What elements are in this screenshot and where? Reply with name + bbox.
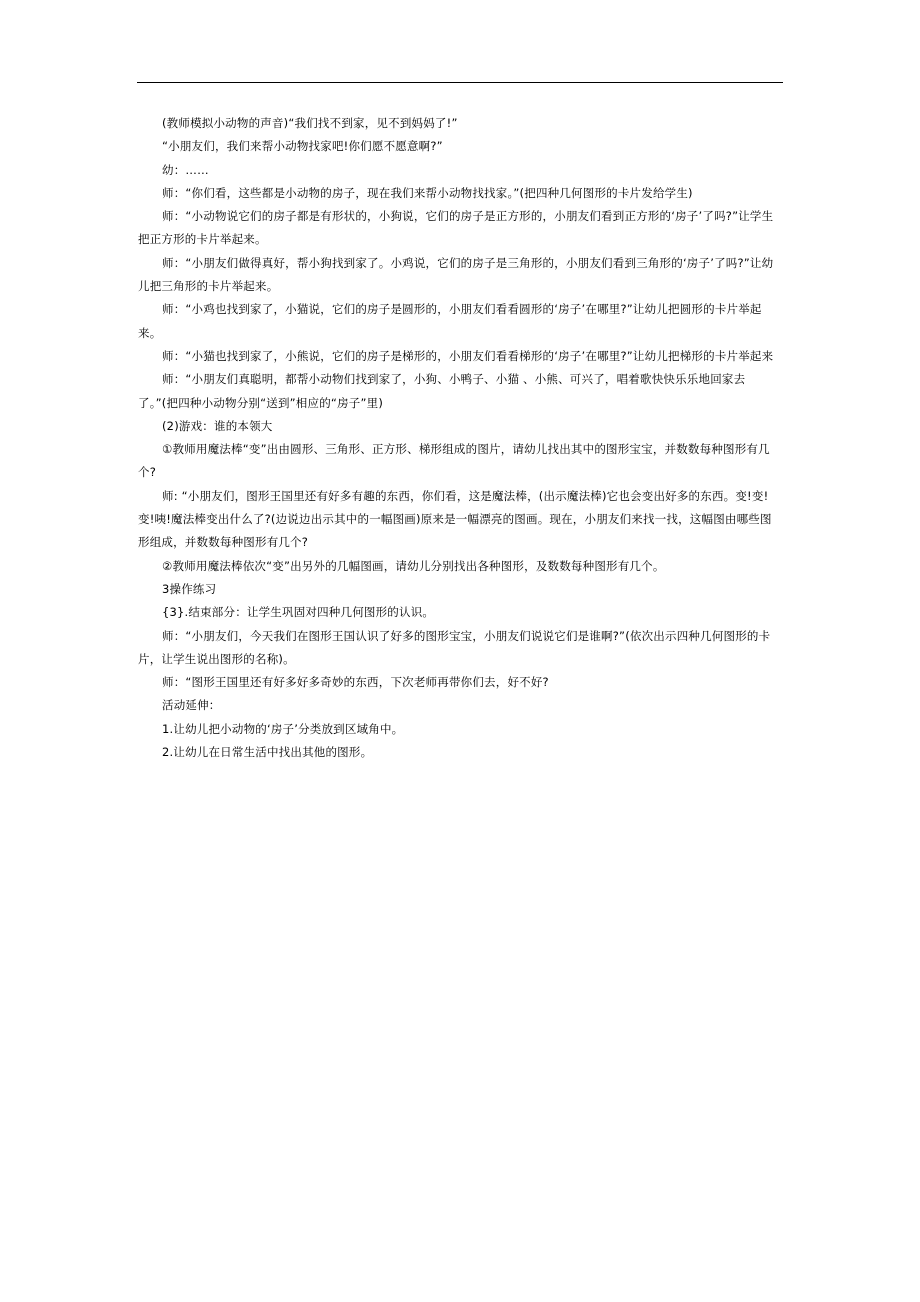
paragraph: 师：“小动物说它们的房子都是有形状的，小狗说，它们的房子是正方形的，小朋友们看到正方形的‘房子’了吗?”让学生把正方形的卡片举起来。 (138, 209, 774, 247)
paragraph: 师：“小猫也找到家了，小熊说，它们的房子是梯形的，小朋友们看看梯形的‘房子’在哪里?”让幼儿把梯形的卡片举起来 (162, 348, 774, 363)
paragraph: 师：“你们看，这些都是小动物的房子，现在我们来帮小动物找找家。”(把四种几何图形的卡片发给学生) (162, 185, 693, 200)
section-heading: 活动延伸： (162, 698, 221, 713)
list-item: 2.让幼儿在日常生活中找出其他的图形。 (162, 745, 373, 760)
section-heading: {3}.结束部分：让学生巩固对四种几何图形的认识。 (162, 605, 435, 620)
paragraph: ②教师用魔法棒依次“变”出另外的几幅图画，请幼儿分别找出各种图形，及数数每种图形有几个。 (162, 558, 665, 573)
paragraph: ①教师用魔法棒“变”出由圆形、三角形、正方形、梯形组成的图片，请幼儿找出其中的图形宝宝，并数数每种图形有几个? (138, 442, 770, 480)
paragraph: 师：“小朋友们，今天我们在图形王国认识了好多的图形宝宝，小朋友们说说它们是谁啊?”(依次出示四种几何图形的卡片，让学生说出图形的名称)。 (138, 628, 771, 666)
paragraph: 师：“图形王国里还有好多好多奇妙的东西，下次老师再带你们去，好不好? (162, 675, 549, 690)
section-heading: 3操作练习 (162, 581, 217, 596)
paragraph: 师：“小鸡也找到家了，小猫说，它们的房子是圆形的，小朋友们看看圆形的‘房子’在哪里?”让幼儿把圆形的卡片举起来。 (138, 302, 762, 340)
document-body (138, 112, 783, 764)
paragraph: 师: “小朋友们，图形王国里还有好多有趣的东西，你们看，这是魔法棒，(出示魔法棒)它也会变出好多的东西。变!变!变!咦!魔法棒变出什么了?(边说边出示其中的一幅图画)原来是一幅漂亮的图画。现在，小朋友们来找一找，这幅图由哪些图形组成，并数数每种图形有几个? (138, 488, 772, 550)
paragraph: “小朋友们，我们来帮小动物找家吧!你们愿不愿意啊?” (162, 139, 443, 154)
paragraph: (教师模拟小动物的声音)“我们找不到家，见不到妈妈了!” (162, 116, 458, 130)
section-heading: (2)游戏：谁的本领大 (162, 418, 273, 433)
paragraph: 师：“小朋友们做得真好，帮小狗找到家了。小鸡说，它们的房子是三角形的，小朋友们看到三角形的‘房子’了吗?”让幼儿把三角形的卡片举起来。 (138, 255, 774, 294)
header-rule (137, 82, 783, 83)
paragraph: 师：“小朋友们真聪明，都帮小动物们找到家了，小狗、小鸭子、小猫 、小熊、可兴了，唱着歌快快乐乐地回家去了。”(把四种小动物分别“送到”相应的“房子”里) (138, 372, 746, 410)
paragraph: 幼：…… (162, 162, 209, 177)
list-item: 1.让幼儿把小动物的‘房子’分类放到区域角中。 (162, 721, 404, 736)
